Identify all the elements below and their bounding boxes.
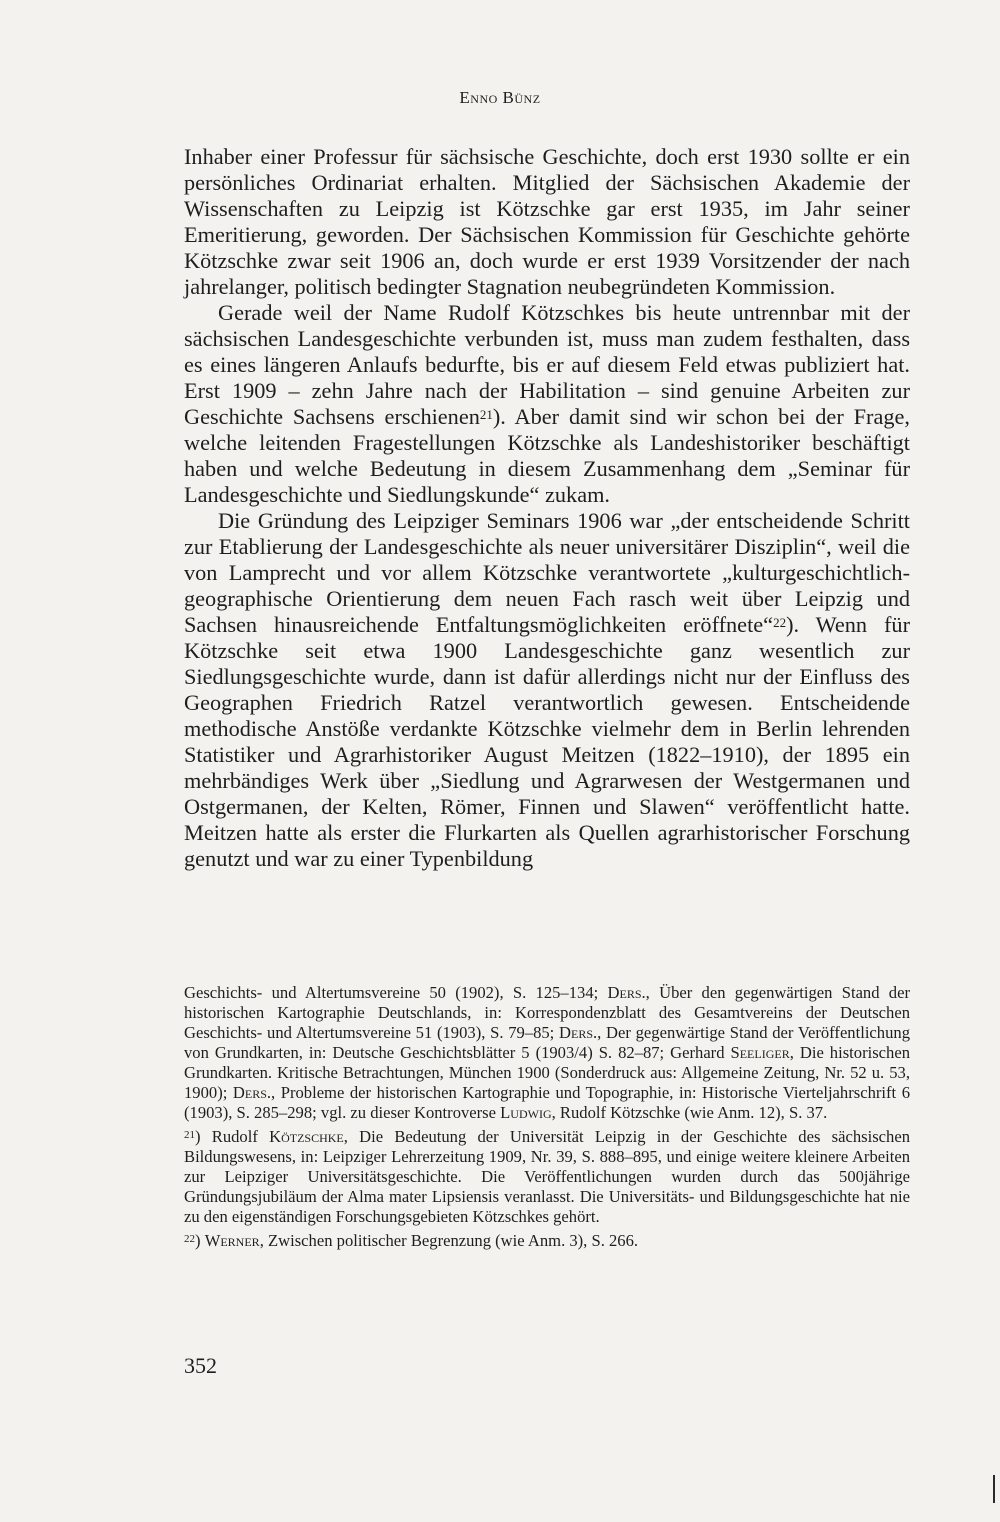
footnote-21 [184, 1127, 910, 1227]
paragraph-1: Inhaber einer Professur für sächsische Geschichte, doch erst 1930 sollte er ein persönliches Ordinariat erhalten. Mitglied der Sächsischen Akademie der Wissenschaften zu Leipzig ist Kötzschke gar erst 1935, im Jahr seiner Emeritierung, geworden. Der Sächsischen Kommission für Geschichte gehörte Kötzschke zwar seit 1906 an, doch wurde er erst 1939 Vorsitzender der nach jahrelanger, politisch bedingter Stagnation neubegründeten Kommission. [184, 144, 910, 299]
paragraph-2 [184, 300, 910, 508]
paragraph-2-text-a: Gerade weil der Name Rudolf Kötzschkes bis heute untrennbar mit der sächsischen Landesgeschichte verbunden ist, muss man zudem festhalten, dass es eines längeren Anlaufs bedurfte, bis er auf diesem Feld etwas publiziert hat. Erst 1909 – zehn Jahre nach der Habilitation – sind genuine Arbeiten zur Geschichte Sachsens erschienen [184, 300, 910, 429]
footnote-text: ) Rudolf [195, 1127, 270, 1146]
paragraph-3-text-a: Die Gründung des Leipziger Seminars 1906 war „der entscheidende Schritt zur Etablierung der Landesgeschichte als neuer universitärer Disziplin“, weil die von Lamprecht und vor allem Kötzschke verantwortete „kulturgeschichtlich-geographische Orientierung dem neuen Fach rasch weit über Leipzig und Sachsen hinausreichende Entfaltungsmöglichkeiten eröffnete“ [184, 508, 910, 637]
footnote-text: , Die Bedeutung der Universität Leipzig in der Geschichte des sächsischen Bildungswesens, in: Leipziger Lehrerzeitung 1909, Nr. 39, S. 888–895, und einige weitere kleinere Arbeiten zur Leipziger Universitätsgeschichte. Die Veröffentlichungen wurden durch das 500jährige Gründungsjubiläum der Alma mater Lipsiensis veranlasst. Die Universitäts- und Bildungsgeschichte hat nie zu den eigenständigen Forschungsgebieten Kötzschkes gehört. [184, 1127, 911, 1226]
footnote-22 [184, 1231, 910, 1251]
author-name: Werner [204, 1231, 260, 1250]
author-name: Kötzschke [269, 1127, 344, 1146]
author-name: Ludwig [500, 1103, 552, 1122]
footnote-text: , Der gegenwärtige Stand der Veröffentlichung von Grundkarten, in: Deutsche Geschichtsblätter 5 (1903/4) S. 82–87; Gerhard [184, 1023, 910, 1062]
paragraph-3-text-b: ). Wenn für Kötzschke seit etwa 1900 Landesgeschichte ganz wesentlich zur Siedlungsgeschichte wurde, dann ist dafür allerdings nicht nur der Einfluss des Geographen Friedrich Ratzel verantwortlich gewesen. Entscheidende methodische Anstöße verdankte Kötzschke vielmehr dem in Berlin lehrenden Statistiker und Agrarhistoriker August Meitzen (1822–1910), der 1895 ein mehrbändiges Werk über „Siedlung und Agrarwesen der Westgermanen und Ostgermanen, der Kelten, Römer, Finnen und Slawen“ veröffentlicht hatte. Meitzen hatte als erster die Flurkarten als Quellen agrarhistorischer Forschung genutzt und war zu einer Typenbildung [184, 612, 910, 871]
footnote-text: ) [195, 1231, 205, 1250]
author-name: Ders. [232, 1083, 272, 1102]
footnote-text: , Probleme der historischen Kartographie und Topographie, in: Historische Vierteljahrschrift 6 (1903), S. 285–298; vgl. zu dieser Kontroverse [184, 1083, 910, 1122]
paragraph-3 [184, 508, 910, 872]
footnote-ref-22: 22 [773, 615, 787, 630]
scan-edge-mark [993, 1475, 995, 1503]
footnote-text: Geschichts- und Altertumsvereine 50 (1902), S. 125–134; [184, 983, 608, 1002]
footnotes [184, 983, 910, 1251]
author-name: Ders. [607, 983, 646, 1002]
footnote-text: , Die historischen Grundkarten. Kritische Betrachtungen, München 1900 (Sonderdruck aus: Allgemeine Zeitung, Nr. 52 u. 53, 1900); [184, 1043, 910, 1102]
author-name: Ders. [559, 1023, 598, 1042]
page-number: 352 [184, 1353, 217, 1378]
footnote-continuation [184, 983, 910, 1123]
footnote-number: 21 [184, 1129, 195, 1141]
paragraph-2-text-b: ). Aber damit sind wir schon bei der Frage, welche leitenden Fragestellungen Kötzschke als Landeshistoriker beschäftigt haben und welche Bedeutung in diesem Zusammenhang dem „Seminar für Landesgeschichte und Siedlungskunde“ zukam. [184, 404, 910, 507]
footnote-ref-21: 21 [479, 407, 493, 422]
main-text [184, 144, 910, 872]
footnote-number: 22 [184, 1233, 195, 1245]
footnote-text: , Rudolf Kötzschke (wie Anm. 12), S. 37. [551, 1103, 828, 1122]
author-name: Seeliger [730, 1043, 790, 1062]
footnote-text: , Zwischen politischer Begrenzung (wie Anm. 3), S. 266. [259, 1231, 639, 1250]
running-head: Enno Bünz [459, 88, 541, 107]
footnote-text: , Über den gegenwärtigen Stand der historischen Kartographie Deutschlands, in: Korrespondenzblatt des Gesamtvereins der Deutschen Geschichts- und Altertumsvereine 51 (1903), S. 79–85; [184, 983, 910, 1042]
